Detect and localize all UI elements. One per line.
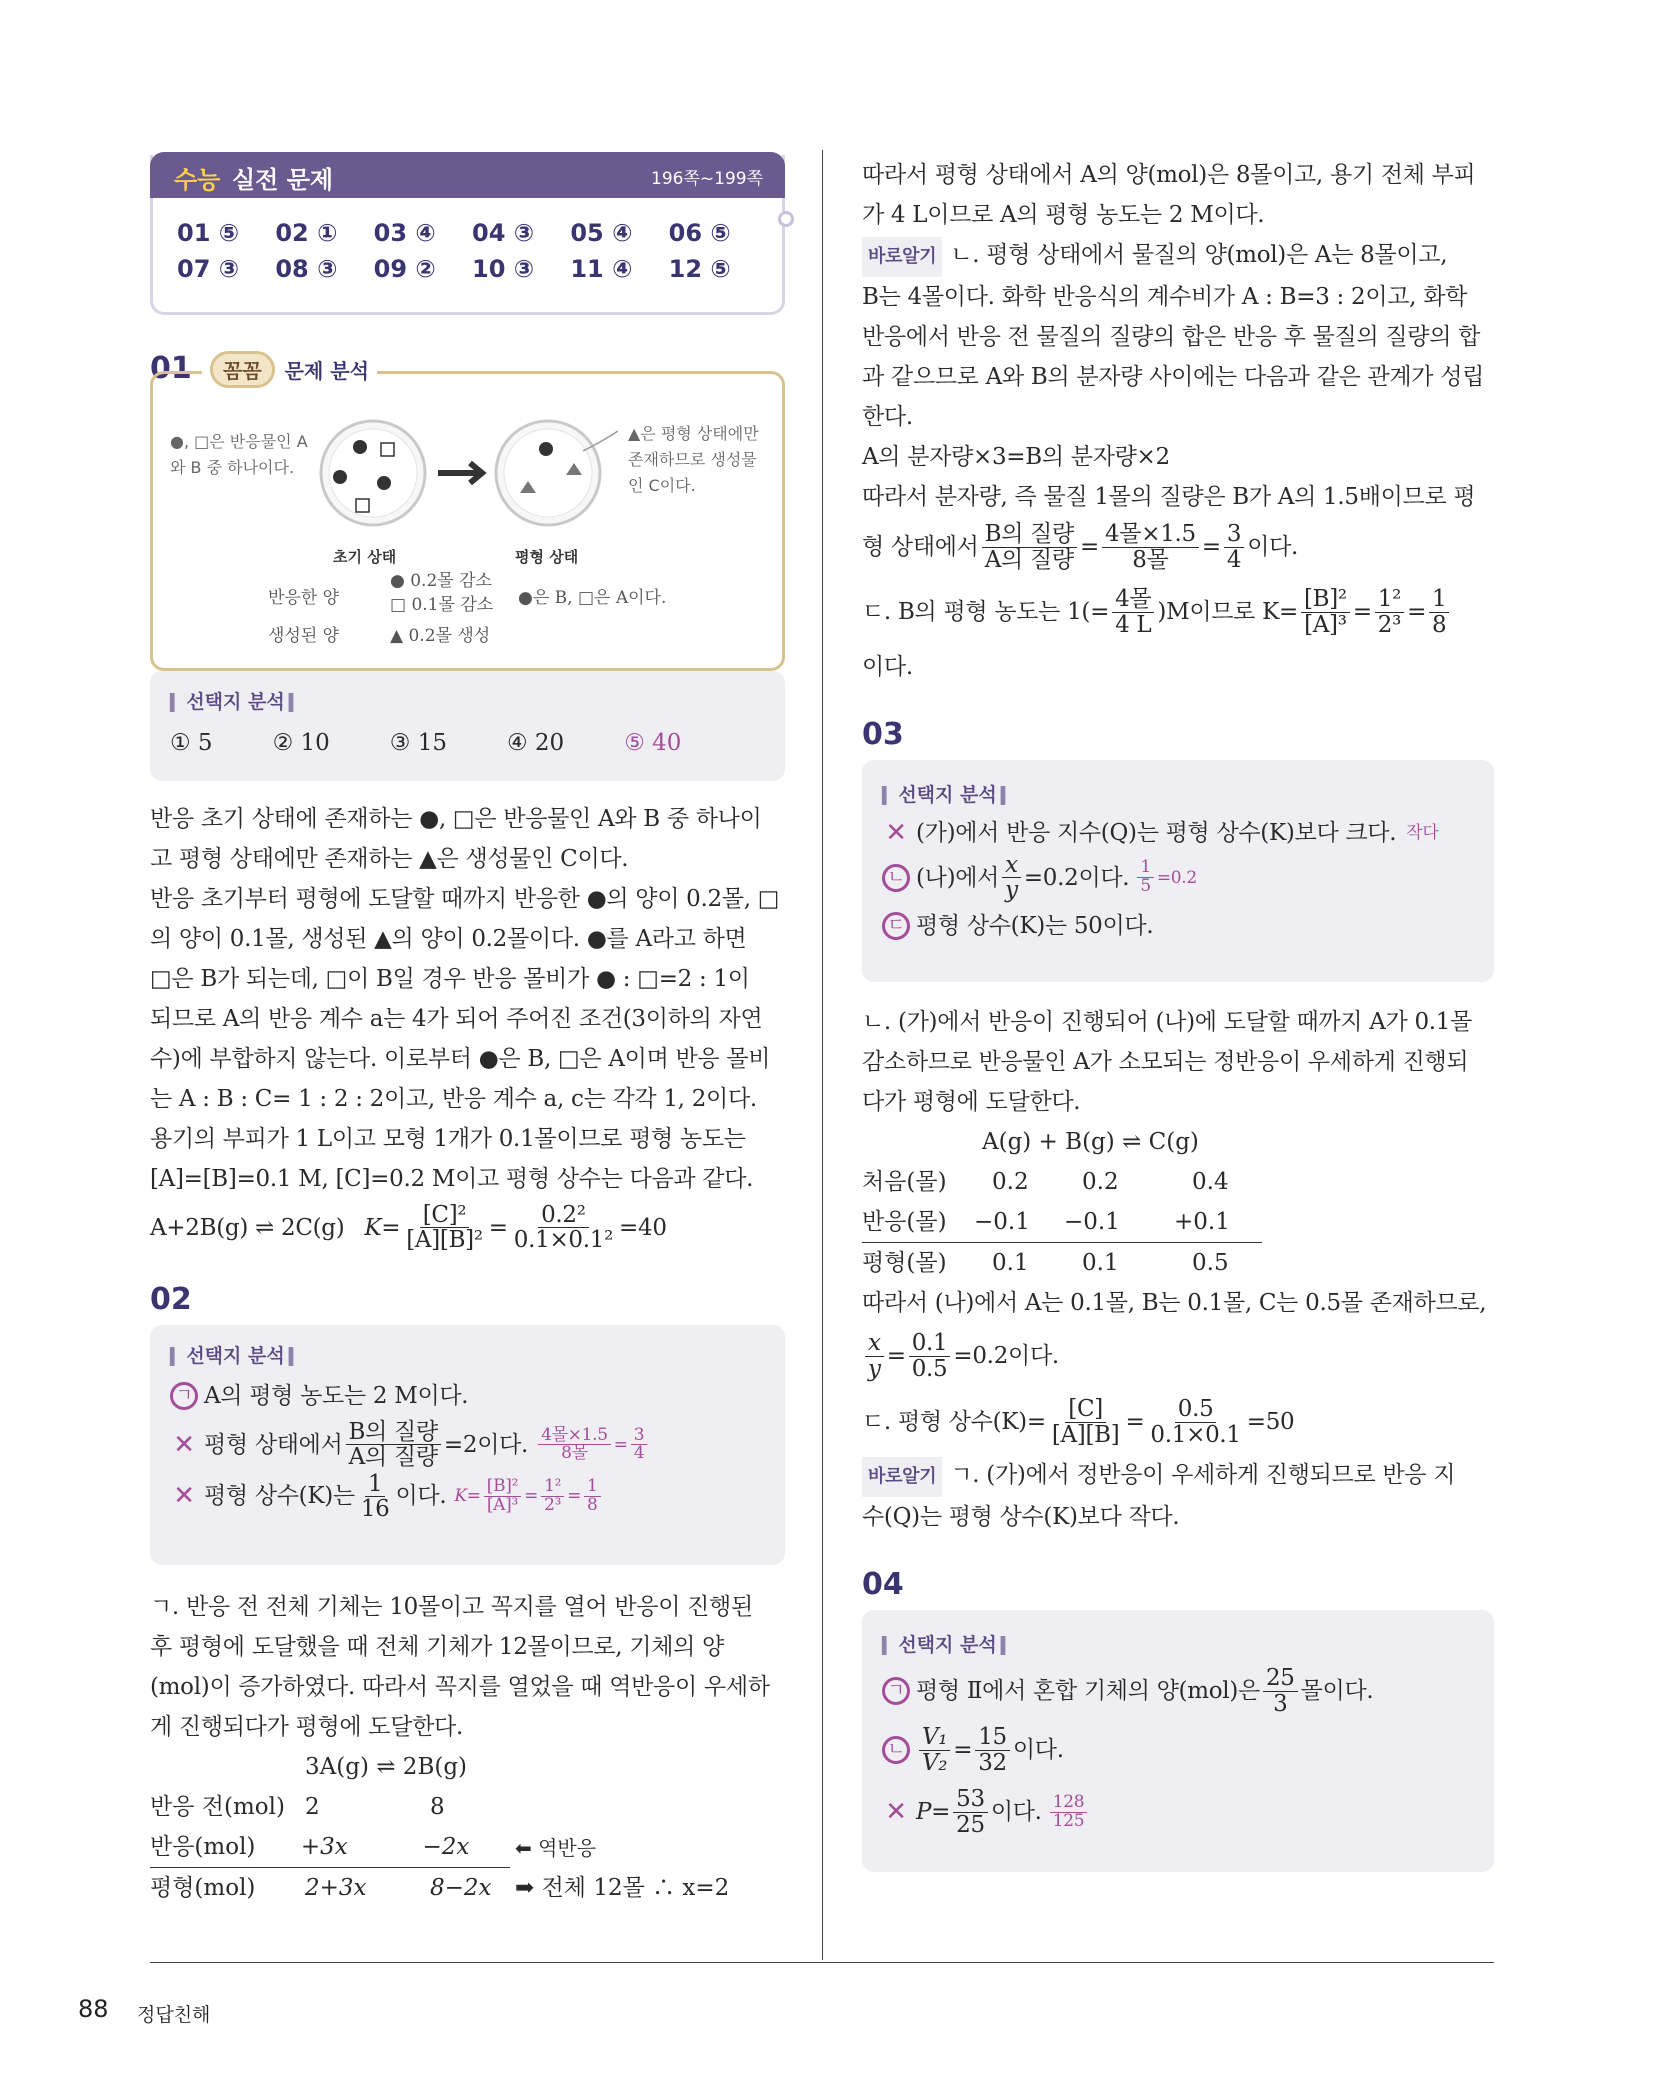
answer-grid (177, 219, 767, 283)
denominator: 25 (956, 1811, 985, 1838)
cell: 처음(몰) (862, 1169, 947, 1195)
text-line: B는 4몰이다. 화학 반응식의 계수비가 A : B=3 : 2이고, 화학 (862, 284, 1468, 310)
option-text: =0.2이다. (1023, 864, 1130, 891)
q03-options-box (862, 760, 1494, 982)
answer-item: 10 ③ (472, 255, 535, 283)
answer-item: 03 ④ (373, 219, 436, 247)
answer-item: 04 ③ (472, 219, 535, 247)
note-fraction (631, 1424, 648, 1464)
q01-options-box (150, 671, 785, 781)
denominator: A의 질량 (348, 1444, 438, 1471)
numerator: B의 질량 (982, 522, 1077, 547)
cell: +3x (300, 1834, 348, 1861)
text-line: 용기의 부피가 1 L이고 모형 1개가 0.1몰이므로 평형 농도는 (150, 1126, 746, 1152)
fraction (1429, 587, 1449, 636)
numerator: 53 (953, 1787, 988, 1812)
analysis-tag (202, 351, 377, 388)
cell: 8−2x (430, 1875, 492, 1902)
option-5-correct: ⑤ 40 (624, 730, 682, 756)
k-fraction-2 (511, 1203, 616, 1252)
decorative-dot (778, 211, 794, 227)
correct-mark: ㄴ (882, 1736, 910, 1764)
fraction (975, 1725, 1010, 1774)
numerator: [C] (1065, 1397, 1106, 1422)
option-text: 평형 상수(K)는 (204, 1483, 355, 1510)
q01-analysis (150, 351, 785, 651)
cell: 반응(몰) (862, 1209, 947, 1235)
answer-item: 06 ⑤ (668, 219, 731, 247)
option-text: A의 평형 농도는 2 M이다. (204, 1383, 469, 1410)
q03-option-3 (882, 906, 1474, 946)
right-note: ▲은 평형 상태에만 존재하므로 생성물인 C이다. (628, 424, 759, 495)
denominator: 16 (360, 1495, 390, 1522)
fraction (1263, 1666, 1298, 1715)
option-note: 작다 (1406, 823, 1439, 843)
q03-table (862, 1122, 1494, 1283)
table-row (150, 1868, 785, 1908)
numerator: 1 (1137, 859, 1154, 878)
denominator: [A]³ (486, 1494, 518, 1515)
text-line: 가 4 L이므로 A의 평형 농도는 2 M이다. (862, 202, 1265, 228)
cell: 0.4 (1192, 1169, 1229, 1195)
numerator: 1² (541, 1478, 564, 1497)
q01-number: 01 (150, 351, 192, 386)
header-title-b: 실전 문제 (232, 166, 334, 194)
denominator: 32 (978, 1749, 1007, 1776)
denominator: A의 질량 (984, 546, 1074, 573)
text-line: 되므로 A의 반응 계수 a는 4가 되어 주어진 조건(3이하의 자연 (150, 1006, 763, 1032)
fraction (358, 1472, 393, 1521)
text-line: 의 양이 0.1몰, 생성된 ▲의 양이 0.2몰이다. ●를 A라고 하면 (150, 926, 747, 952)
q03-explanation (862, 1002, 1494, 1122)
numerator: 0.2² (538, 1203, 589, 1228)
denominator: 4 (1226, 546, 1242, 573)
fraction (919, 1725, 950, 1774)
answer-item: 09 ② (373, 255, 436, 283)
denominator: 5 (1140, 876, 1151, 897)
answer-box (150, 155, 785, 315)
cell-note: ⬅ 역반응 (515, 1836, 597, 1861)
text: ㄱ. (가)에서 정반응이 우세하게 진행되므로 반응 지 (950, 1462, 1456, 1488)
k-lhs: K= (364, 1214, 401, 1241)
page-number: 88 (78, 1995, 109, 2023)
footer-rule (150, 1962, 1494, 1963)
text-line: 반응 초기부터 평형에 도달할 때까지 반응한 ●의 양이 0.2몰, □ (150, 886, 780, 912)
answer-item: 05 ④ (570, 219, 633, 247)
option-text: 평형 Ⅱ에서 혼합 기체의 양(mol)은 (916, 1678, 1260, 1704)
text-line: 감소하므로 반응물인 A가 소모되는 정반응이 우세하게 진행되 (862, 1049, 1469, 1075)
note-fraction (484, 1475, 521, 1515)
denominator: 125 (1052, 1810, 1085, 1831)
numerator: 1 (1429, 587, 1449, 612)
answer-item: 02 ① (275, 219, 338, 247)
fraction (1375, 587, 1404, 636)
text-line (862, 235, 1494, 277)
q03-correction (862, 1455, 1494, 1537)
q04-option-3 (882, 1781, 1474, 1843)
fraction (1049, 1397, 1123, 1446)
text: =0.2이다. (953, 1343, 1059, 1369)
correct-mark: ㄴ (882, 864, 910, 892)
text: =50 (1246, 1409, 1295, 1435)
numerator: 0.1 (909, 1331, 951, 1356)
equilibrium-label: 평형 상태 (515, 548, 579, 566)
answer-item: 12 ⑤ (668, 255, 731, 283)
cell: 8 (430, 1794, 445, 1821)
table-equation: A(g) + B(g) ⇌ C(g) (982, 1129, 1199, 1155)
reacted-a: □ 0.1몰 감소 (390, 595, 494, 615)
denominator: 0.5 (911, 1355, 948, 1382)
q02-explanation (150, 1587, 785, 1747)
tag-pill: 꼼꼼 (210, 351, 275, 388)
correction-label: 바로알기 (862, 237, 942, 277)
left-note: ●, □은 반응물인 A와 B 중 하나이다. (170, 432, 308, 477)
answer-item: 07 ③ (177, 255, 240, 283)
numerator: 128 (1050, 1794, 1088, 1813)
option-text: 평형 상수(K)는 50이다. (916, 913, 1154, 940)
denominator: 0.1×0.1² (513, 1227, 614, 1254)
text-line: 따라서 (나)에서 A는 0.1몰, B는 0.1몰, C는 0.5몰 존재하므로, (862, 1290, 1487, 1316)
text: 이다. (1247, 534, 1299, 560)
text-line: 반응에서 반응 전 물질의 질량의 합은 반응 후 물질의 질량의 합 (862, 324, 1481, 350)
note-fraction (584, 1475, 601, 1515)
answer-item: 01 ⑤ (177, 219, 240, 247)
selection-label: ▍ 선택지 분석 ▍ (882, 1630, 1474, 1657)
q04-number: 04 (862, 1567, 904, 1602)
text-line: 는 A : B : C= 1 : 2 : 2이고, 반응 계수 a, c는 각각 1, 2이다. (150, 1086, 757, 1112)
q04-option-1 (882, 1663, 1474, 1719)
note-fraction (538, 1424, 611, 1464)
numerator: 4몰 (1112, 587, 1154, 612)
cell-note: ➡ 전체 12몰 ∴ x=2 (515, 1875, 730, 1902)
k-fraction-1 (403, 1203, 486, 1252)
fraction (982, 522, 1077, 571)
header-title-a: 수능 (174, 166, 221, 194)
text-line: 후 평형에 도달했을 때 전체 기체가 12몰이므로, 기체의 양 (150, 1634, 724, 1661)
answer-header (150, 152, 785, 198)
fraction (1224, 522, 1244, 571)
option-text: 평형 상태에서 (204, 1431, 343, 1458)
cell: 0.2 (992, 1169, 1029, 1195)
numerator: 1² (1375, 587, 1404, 612)
denominator: 2³ (1377, 611, 1402, 638)
q03-number: 03 (862, 717, 904, 752)
cell: 0.1 (1082, 1250, 1119, 1276)
text-line: 수)에 부합하지 않는다. 이로부터 ●은 B, □은 A이며 반응 몰비 (150, 1046, 771, 1072)
q02-continued (862, 155, 1494, 687)
fraction (1301, 587, 1350, 636)
q02-options-box (150, 1325, 785, 1565)
denominator: 8 (1432, 611, 1447, 638)
cell: 0.5 (1192, 1250, 1229, 1276)
text-line (862, 1455, 1494, 1497)
cell: 반응 전(mol) (150, 1794, 285, 1821)
text-line: 과 같으므로 A와 B의 분자량 사이에는 다음과 같은 관계가 성립 (862, 364, 1485, 390)
wrong-mark: ✕ (173, 1429, 195, 1460)
option-4: ④ 20 (506, 730, 565, 756)
correct-mark: ㄷ (882, 912, 910, 940)
text-line: (mol)이 증가하였다. 따라서 꼭지를 열었을 때 역반응이 우세하 (150, 1674, 770, 1701)
table-row (862, 1243, 1494, 1283)
produced-label: 생성된 양 (268, 626, 340, 646)
k-result: =40 (619, 1214, 667, 1241)
selection-label: ▍ 선택지 분석 ▍ (170, 1341, 765, 1368)
correction-label: 바로알기 (862, 1457, 942, 1497)
fraction (953, 1787, 988, 1836)
reacted-b: ● 0.2몰 감소 (390, 571, 492, 591)
option-text: 이다. (395, 1483, 447, 1510)
numerator: 0.5 (1175, 1397, 1217, 1422)
cell: −2x (422, 1834, 470, 1861)
q01-options (170, 730, 765, 756)
header-pages: 196쪽~199쪽 (651, 169, 763, 189)
denominator: 8 (587, 1494, 598, 1515)
q01-explanation (150, 799, 785, 1199)
text-line: 게 진행되다가 평형에 도달한다. (150, 1714, 463, 1741)
text: )M이므로 K= (1157, 599, 1298, 625)
denominator: [A][B]² (406, 1227, 483, 1254)
denominator: 8몰 (561, 1443, 588, 1464)
book-label: 정답친해 (137, 2004, 211, 2026)
denominator: 3 (1273, 1690, 1288, 1717)
numerator: 1 (365, 1472, 385, 1497)
text: ㄷ. B의 평형 농도는 1(= (862, 599, 1110, 625)
table-row (150, 1787, 785, 1827)
k-line: ㄷ. 평형 상수(K)= $\frac{[C]}{[A][B]}$ = $\frac{0.5}{0.1\times 0.1}$ =50 (862, 1396, 1295, 1448)
text: ㄴ. 평형 상태에서 물질의 양(mol)은 A는 8몰이고, (950, 242, 1448, 268)
mass-ratio-line: 형 상태에서 $\frac{\text{B의 질량}}{\text{A의 질량}}$ = $\frac{\text{4몰×1.5}}{\text{8몰}}$ = $\frac{3}{4}$ 이다. (862, 521, 1299, 573)
numerator: 4몰×1.5 (1102, 522, 1199, 547)
wrong-mark: ✕ (885, 1797, 907, 1827)
cell: 2 (305, 1794, 320, 1821)
denominator: 8몰 (1132, 546, 1169, 573)
k-line: ㄷ. B의 평형 농도는 1(= $\frac{\text{4몰}}{4 L}$ )M이므로 K= $\frac{\text{[B]²}}{\text{[A]³}}$ = $\frac{\text{1²}}{\text{2³}}$ = $\frac{1}{8}$ (862, 577, 1494, 647)
cell: −0.1 (974, 1209, 1030, 1235)
text-line: □은 B가 되는데, □이 B일 경우 반응 몰비가 ● : □=2 : 1이 (150, 966, 750, 992)
q03-option-1 (882, 813, 1474, 853)
numerator: 3 (1224, 522, 1244, 547)
text-line: 한다. (862, 404, 913, 430)
text-line: 다가 평형에 도달한다. (862, 1089, 1081, 1115)
text-line: 따라서 평형 상태에서 A의 양(mol)은 8몰이고, 용기 전체 부피 (862, 162, 1476, 188)
fraction (1102, 522, 1199, 571)
numerator: [C]² (420, 1203, 470, 1228)
cell: 평형(mol) (150, 1875, 256, 1902)
reacted-label: 반응한 양 (268, 588, 340, 608)
produced-c: ▲ 0.2몰 생성 (390, 626, 491, 646)
fraction (909, 1331, 951, 1380)
fraction (1112, 587, 1154, 636)
option-text: =2이다. (443, 1431, 529, 1458)
q04-option-2: ㄴ $\frac{\text{V₁}}{\text{V₂}}$ = $\frac{15}{32}$ 이다. (882, 1719, 1474, 1781)
cell: 0.2 (1082, 1169, 1119, 1195)
fraction (1147, 1397, 1243, 1446)
xy-line: $\frac{x}{y}$ = $\frac{0.1}{0.5}$ =0.2이다. (862, 1323, 1494, 1389)
text-line: 고 평형 상태에만 존재하는 ▲은 생성물인 C이다. (150, 846, 629, 872)
q02-table (150, 1747, 785, 1908)
correct-mark: ㄱ (882, 1677, 910, 1705)
option-text: P= (916, 1799, 951, 1825)
text-line: 수(Q)는 평형 상수(K)보다 작다. (862, 1504, 1180, 1530)
denominator: V₂ (922, 1749, 948, 1776)
denominator: 4 (633, 1443, 645, 1464)
initial-label: 초기 상태 (333, 548, 397, 566)
cell: 평형(몰) (862, 1250, 947, 1276)
text-line: 이다. (862, 654, 913, 680)
answer-item: 08 ③ (275, 255, 338, 283)
note-fraction (1137, 859, 1154, 896)
text-line: 따라서 분자량, 즉 물질 1몰의 질량은 B가 A의 1.5배이므로 평 (862, 484, 1476, 510)
denominator: 2³ (544, 1494, 562, 1515)
q02-number: 02 (150, 1282, 192, 1318)
numerator: 3 (631, 1427, 648, 1446)
denominator: y (868, 1355, 881, 1382)
cell: +0.1 (1174, 1209, 1230, 1235)
note-k: K= (454, 1486, 481, 1507)
denominator: [A]³ (1304, 611, 1347, 638)
note-fraction (541, 1475, 564, 1515)
text: ㄷ. 평형 상수(K)= (862, 1409, 1046, 1435)
left-column (150, 155, 785, 1908)
wrong-mark: ✕ (885, 818, 907, 848)
table-row (862, 1202, 1262, 1243)
note-fraction (1050, 1791, 1088, 1831)
text-line: ㄴ. (가)에서 반응이 진행되어 (나)에 도달할 때까지 A가 0.1몰 (862, 1009, 1473, 1035)
fraction (865, 1331, 884, 1380)
q01-equation: A+2B(g) ⇌ 2C(g) K= $\frac{\text{[C]²}}{\text{[A][B]²}}$ = $\frac{\text{0.2²}}{\text{0.1×0.1²}}$ =40 (150, 1202, 667, 1254)
conclusion: ●은 B, □은 A이다. (518, 588, 667, 608)
text-line: [A]=[B]=0.1 M, [C]=0.2 M이고 평형 상수는 다음과 같다. (150, 1166, 754, 1192)
table-row (862, 1162, 1494, 1202)
numerator: [B]² (484, 1478, 521, 1497)
text: 형 상태에서 (862, 534, 979, 560)
q02-option-3: ✕ 평형 상수(K)는 $\frac{1}{16}$ 이다. K= $\frac{\text{[B]²}}{\text{[A]³}}$ = $\frac{\text{1²}}{\text{2³}}$ = $\frac{1}{8}$ (170, 1472, 765, 1521)
option-text: (가)에서 반응 지수(Q)는 평형 상수(K)보다 크다. (916, 820, 1397, 846)
denominator: 4 L (1115, 611, 1152, 638)
q02-option-1 (170, 1376, 765, 1416)
reacted-amounts (390, 569, 493, 617)
cell: 반응(mol) (150, 1834, 256, 1861)
denominator: [A][B] (1051, 1421, 1120, 1448)
numerator: 15 (975, 1725, 1010, 1750)
numerator: V₁ (919, 1725, 950, 1750)
cell: 2+3x (305, 1875, 367, 1902)
text-line: A의 분자량×3=B의 분자량×2 (862, 444, 1170, 470)
q03-option-2 (882, 853, 1474, 902)
option-text: 몰이다. (1300, 1678, 1374, 1704)
wrong-mark: ✕ (173, 1481, 195, 1512)
correct-mark: ㄱ (170, 1382, 198, 1410)
option-text: 이다. (1012, 1737, 1064, 1763)
numerator: 1 (584, 1478, 601, 1497)
option-text: 이다. (990, 1799, 1042, 1825)
text-line: ㄱ. 반응 전 전체 기체는 10몰이고 꼭지를 열어 반응이 진행된 (150, 1594, 753, 1621)
selection-label: ▍ 선택지 분석 ▍ (882, 780, 1474, 807)
text-line: 반응 초기 상태에 존재하는 ●, □은 반응물인 A와 B 중 하나이 (150, 806, 762, 832)
selection-label: ▍ 선택지 분석 ▍ (170, 687, 765, 714)
column-divider (822, 150, 823, 1960)
numerator: [B]² (1301, 587, 1350, 612)
option-1: ① 5 (170, 730, 213, 756)
numerator: B의 질량 (346, 1420, 441, 1445)
denominator: y (1005, 877, 1018, 904)
option-2: ② 10 (272, 730, 330, 756)
q04-options-box (862, 1610, 1494, 1872)
option-text: (나)에서 (916, 864, 1000, 891)
cell: 0.1 (992, 1250, 1029, 1276)
tag-label: 문제 분석 (284, 359, 369, 383)
fraction (346, 1420, 441, 1469)
option-note: =0.2 (1156, 867, 1197, 888)
fraction (1002, 853, 1021, 902)
denominator: 0.1×0.1 (1150, 1421, 1241, 1448)
table-equation: 3A(g) ⇌ 2B(g) (305, 1754, 468, 1781)
answer-item: 11 ④ (570, 255, 633, 283)
table-row (150, 1827, 510, 1868)
equation: A+2B(g) ⇌ 2C(g) (150, 1214, 345, 1241)
numerator: 4몰×1.5 (538, 1427, 611, 1446)
option-3: ③ 15 (389, 730, 447, 756)
numerator: x (865, 1331, 884, 1356)
right-column (862, 155, 1494, 1872)
numerator: x (1002, 853, 1021, 878)
cell: −0.1 (1064, 1209, 1120, 1235)
q02-option-2: ✕ 평형 상태에서 $\frac{\text{B의 질량}}{\text{A의 질량}}$ =2이다. $\frac{\text{4몰×1.5}}{\text{8몰}}$ = $\frac{3}{4}$ (170, 1420, 765, 1469)
numerator: 25 (1263, 1666, 1298, 1691)
